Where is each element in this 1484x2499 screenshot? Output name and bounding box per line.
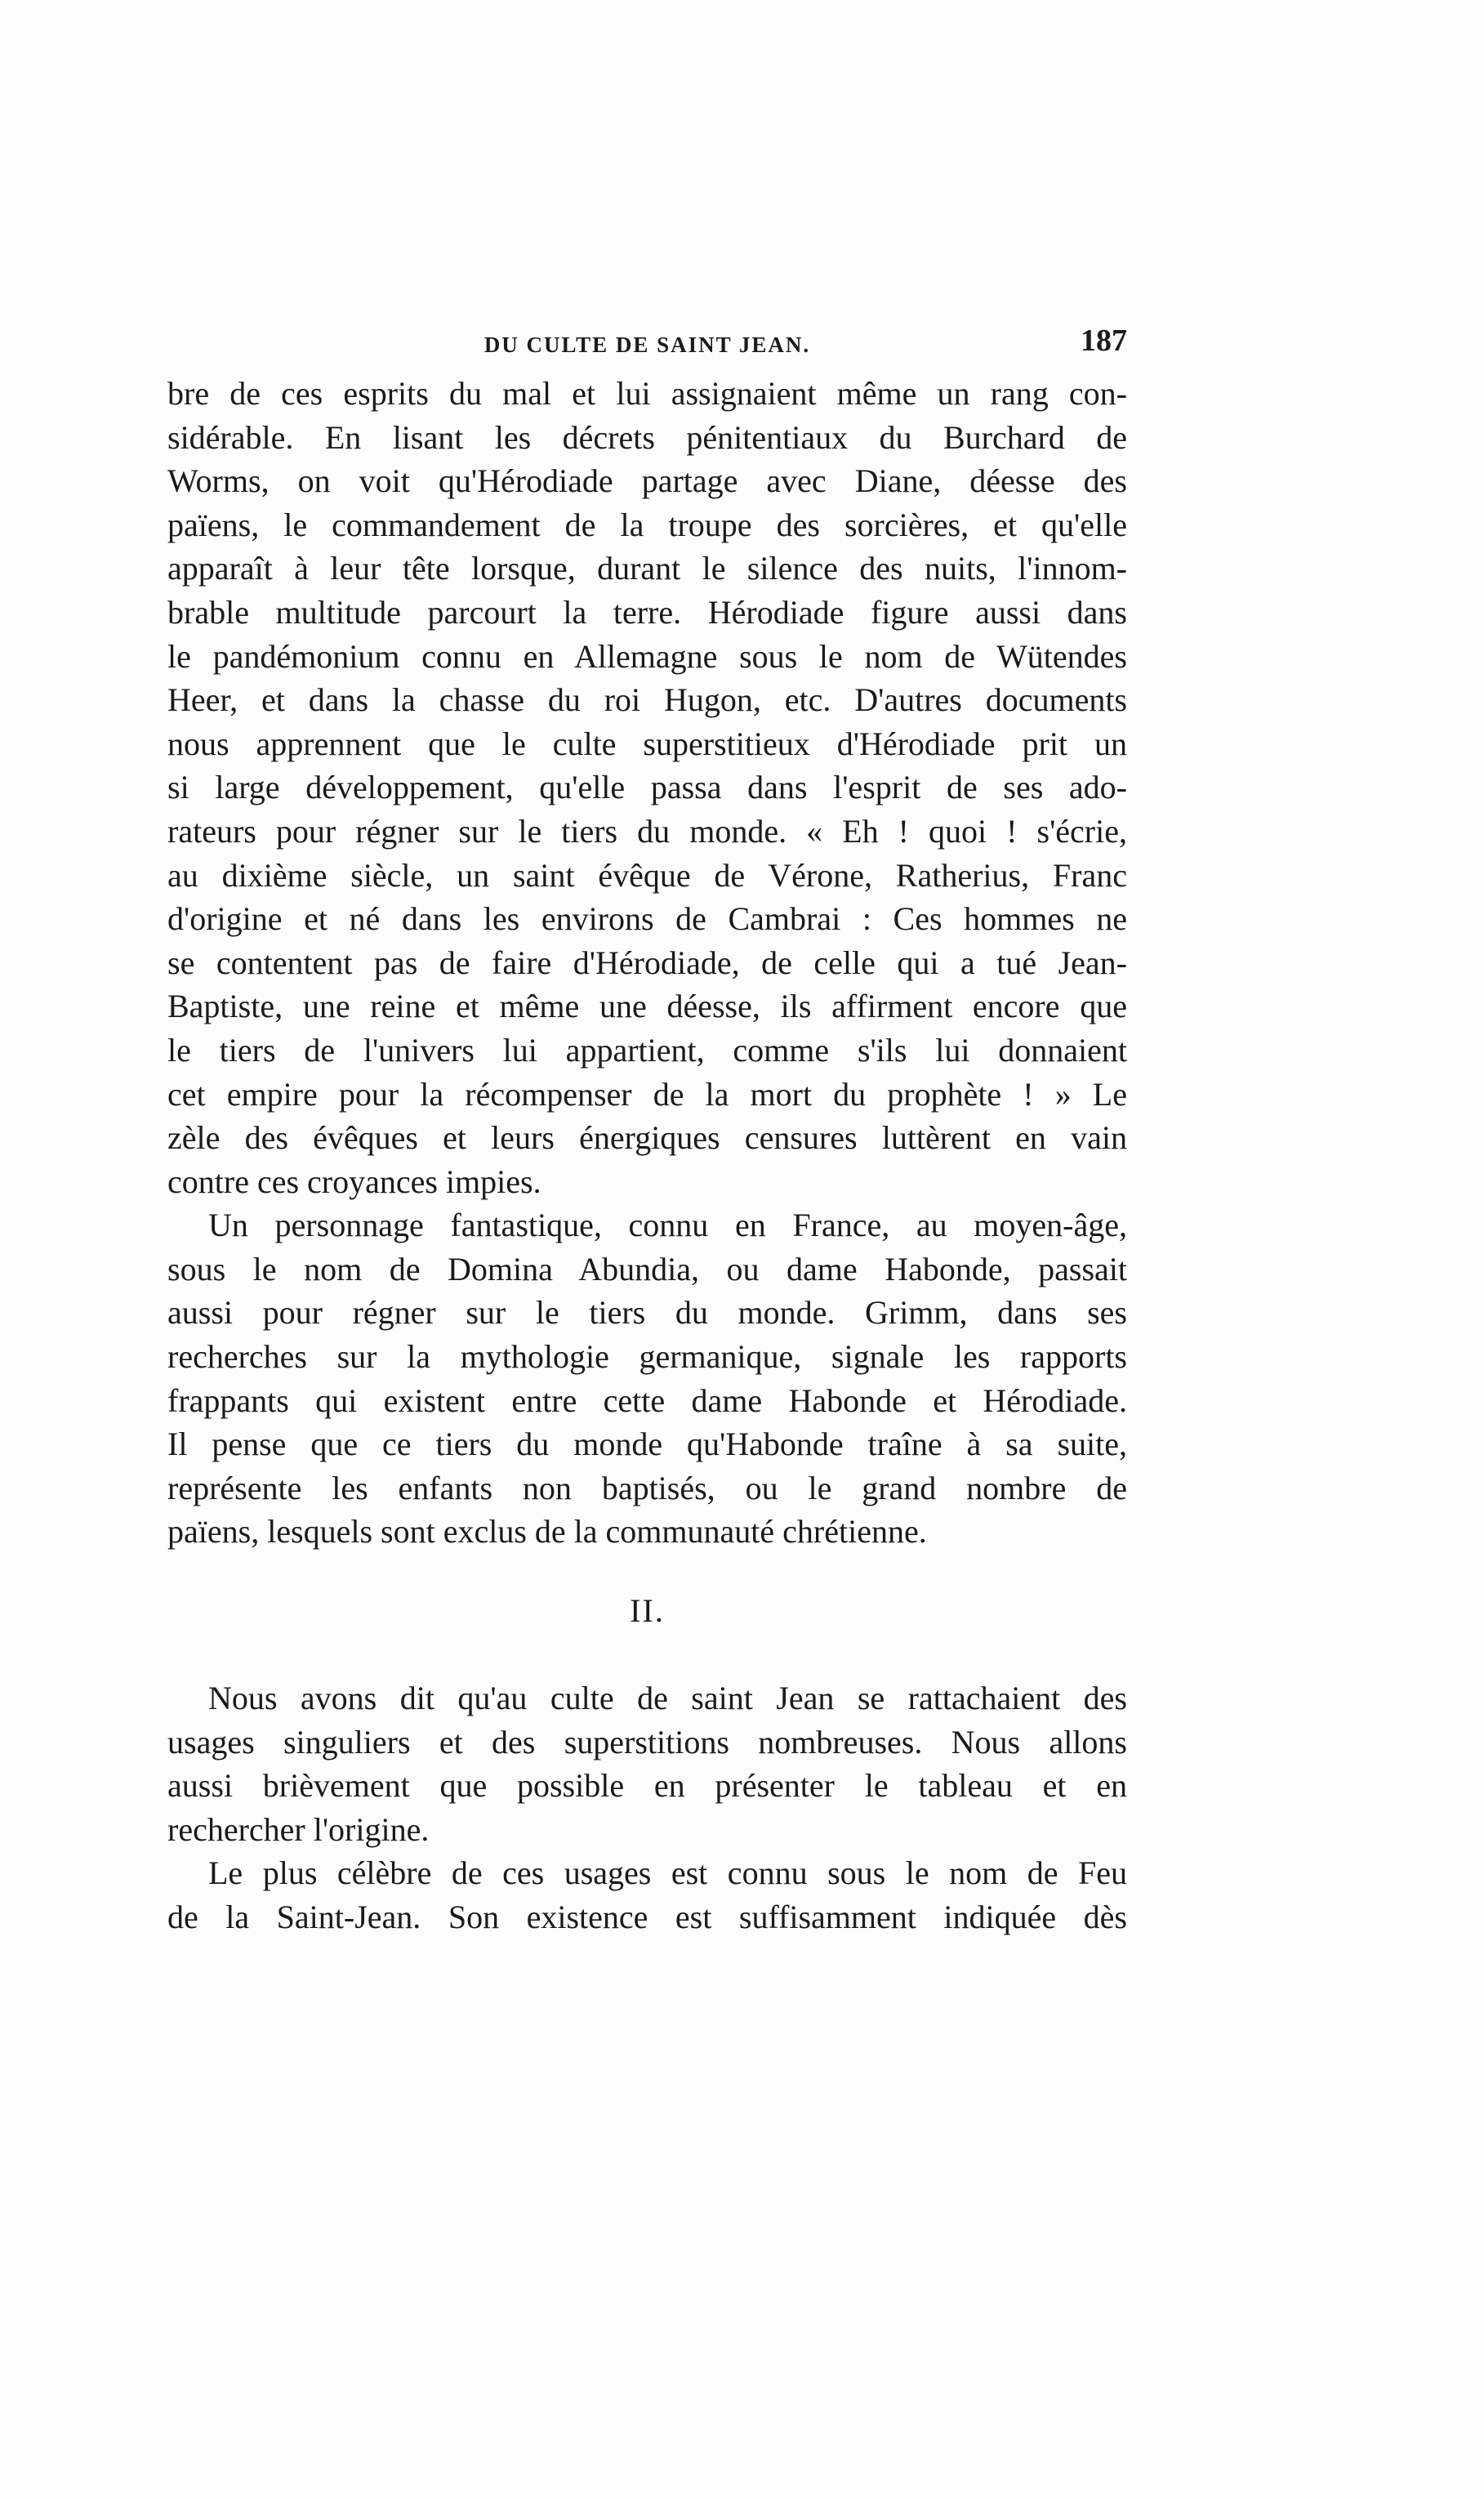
text-line: se contentent pas de faire d'Hérodiade, de celle qui a tué Jean- bbox=[167, 944, 1127, 981]
spacer bbox=[167, 1636, 1127, 1676]
text-line: aussi pour régner sur le tiers du monde. Grimm, dans ses bbox=[167, 1294, 1127, 1332]
paragraph-4 bbox=[167, 1851, 1127, 1939]
running-title: DU CULTE DE SAINT JEAN. bbox=[484, 332, 811, 357]
paragraph-3 bbox=[167, 1676, 1127, 1851]
text-line: le pandémonium connu en Allemagne sous le nom de Wütendes bbox=[167, 637, 1127, 675]
text-line: d'origine et né dans les environs de Cambrai : Ces hommes ne bbox=[167, 900, 1127, 938]
text-line: si large développement, qu'elle passa dans l'esprit de ses ado- bbox=[167, 769, 1127, 806]
text-line: le tiers de l'univers lui appartient, comme s'ils lui donnaient bbox=[167, 1031, 1127, 1069]
text-line: frappants qui existent entre cette dame Habonde et Hérodiade. bbox=[167, 1381, 1127, 1419]
text-line: Le plus célèbre de ces usages est connu sous le nom de Feu bbox=[208, 1854, 1127, 1892]
body-text bbox=[167, 372, 1127, 1939]
text-line: usages singuliers et des superstitions nombreuses. Nous allons bbox=[167, 1723, 1127, 1760]
text-line: rechercher l'origine. bbox=[167, 1810, 430, 1848]
text-line: aussi brièvement que possible en présenter le tableau et en bbox=[167, 1767, 1127, 1805]
text-line: Un personnage fantastique, connu en France, au moyen-âge, bbox=[208, 1207, 1127, 1244]
section-heading: II. bbox=[630, 1592, 665, 1630]
text-line: zèle des évêques et leurs énergiques censures luttèrent en vain bbox=[167, 1119, 1127, 1157]
paragraph-2 bbox=[167, 1203, 1127, 1554]
text-line: cet empire pour la récompenser de la mort du prophète ! » Le bbox=[167, 1075, 1127, 1113]
text-line: Baptiste, une reine et même une déesse, ils affirment encore que bbox=[167, 988, 1127, 1025]
page-number: 187 bbox=[1081, 324, 1127, 358]
text-line: brable multitude parcourt la terre. Hérodiade figure aussi dans bbox=[167, 593, 1127, 631]
spacer bbox=[167, 1554, 1127, 1586]
text-line: Heer, et dans la chasse du roi Hugon, etc. D'autres documents bbox=[167, 681, 1127, 719]
text-line: païens, le commandement de la troupe des sorcières, et qu'elle bbox=[167, 506, 1127, 543]
text-line: Il pense que ce tiers du monde qu'Habonde traîne à sa suite, bbox=[167, 1426, 1127, 1463]
text-line: bre de ces esprits du mal et lui assignaient même un rang con- bbox=[167, 375, 1127, 412]
text-line: apparaît à leur tête lorsque, durant le silence des nuits, l'innom- bbox=[167, 550, 1127, 587]
text-line: sous le nom de Domina Abundia, ou dame Habonde, passait bbox=[167, 1250, 1127, 1287]
text-line: Worms, on voit qu'Hérodiade partage avec Diane, déesse des bbox=[167, 462, 1127, 500]
text-line: contre ces croyances impies. bbox=[167, 1162, 541, 1200]
text-line: païens, lesquels sont exclus de la communauté chrétienne. bbox=[167, 1513, 927, 1551]
text-line: rateurs pour régner sur le tiers du monde. « Eh ! quoi ! s'écrie, bbox=[167, 812, 1127, 850]
text-line: Nous avons dit qu'au culte de saint Jean se rattachaient des bbox=[208, 1680, 1127, 1717]
text-line: nous apprennent que le culte superstitieux d'Hérodiade prit un bbox=[167, 725, 1127, 762]
paragraph-1 bbox=[167, 372, 1127, 1203]
text-line: de la Saint-Jean. Son existence est suffisamment indiquée dès bbox=[167, 1899, 1127, 1935]
running-head bbox=[167, 323, 1127, 372]
text-line: sidérable. En lisant les décrets pénitentiaux du Burchard de bbox=[167, 418, 1127, 456]
text-line: recherches sur la mythologie germanique, signale les rapports bbox=[167, 1338, 1127, 1376]
text-line: représente les enfants non baptisés, ou le grand nombre de bbox=[167, 1469, 1127, 1506]
text-line: au dixième siècle, un saint évêque de Vérone, Ratherius, Franc bbox=[167, 856, 1127, 894]
